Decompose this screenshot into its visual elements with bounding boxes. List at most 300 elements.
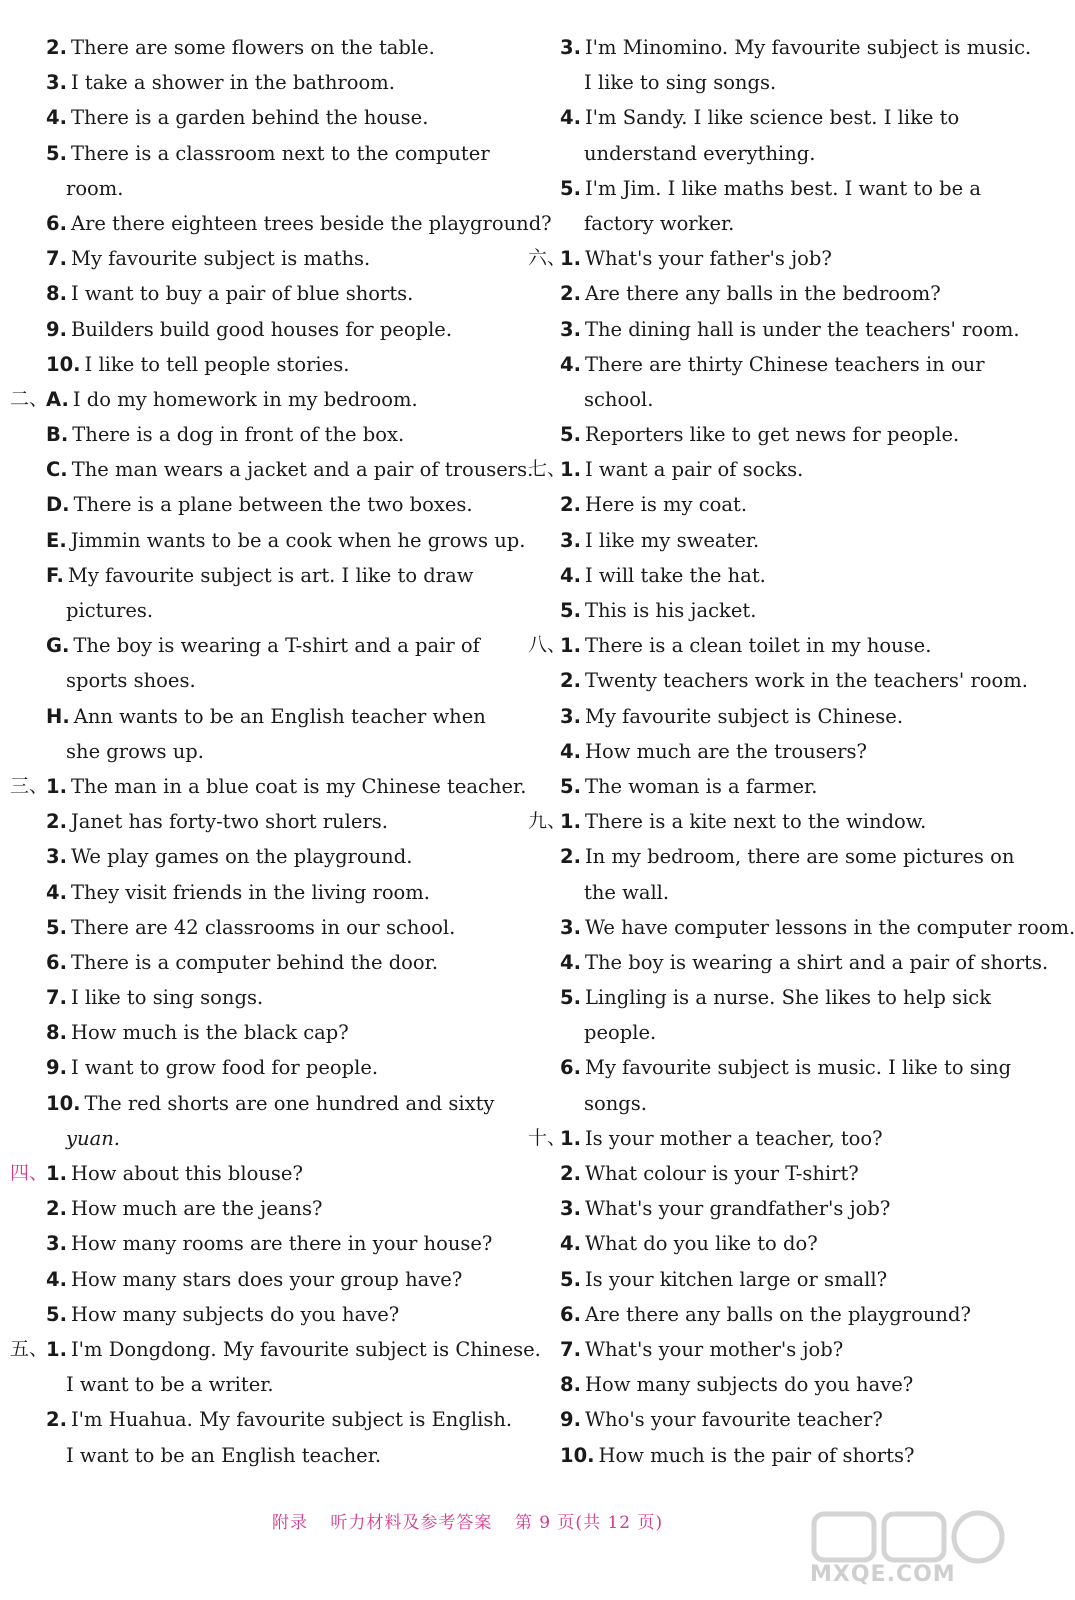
answer-continuation: room. — [66, 176, 124, 200]
answer-body — [560, 734, 867, 769]
item-number: 1. — [560, 1126, 581, 1150]
answer-text: What's your father's job? — [584, 247, 832, 271]
answer-line — [528, 523, 1018, 558]
section-marker: 二、 — [10, 387, 49, 410]
answer-body — [560, 30, 1031, 65]
item-number: 5. — [560, 774, 581, 798]
answer-body — [66, 1121, 120, 1156]
item-number: 2. — [46, 1408, 67, 1432]
answer-body — [584, 875, 669, 910]
answer-body — [560, 1332, 843, 1367]
answer-body — [46, 65, 395, 100]
answer-text: I'm Dongdong. My favourite subject is Chinese. — [70, 1337, 541, 1361]
answer-body — [46, 487, 473, 522]
answer-line — [10, 241, 480, 276]
answer-line — [528, 1402, 1018, 1437]
section-marker: 五、 — [10, 1337, 49, 1360]
answer-text: This is his jacket. — [584, 599, 757, 622]
answer-line — [10, 347, 480, 382]
answer-text: There is a clean toilet in my house. — [584, 634, 932, 658]
item-number: 4. — [46, 106, 67, 130]
answer-line — [528, 699, 1018, 734]
answer-line — [528, 1086, 1018, 1121]
item-letter: D. — [46, 493, 70, 517]
item-number: 2. — [560, 845, 581, 869]
answer-line — [10, 312, 480, 347]
answer-line — [528, 347, 1018, 382]
answer-line — [528, 980, 1018, 1015]
item-number: 1. — [46, 1337, 67, 1361]
answer-line — [528, 1262, 1018, 1297]
answer-text: In my bedroom, there are some pictures on — [584, 845, 1015, 869]
answer-body — [46, 1086, 494, 1121]
answer-line — [528, 382, 1018, 417]
item-number: 5. — [560, 176, 581, 200]
item-number: 6. — [46, 211, 67, 235]
answer-body — [584, 136, 815, 171]
answer-line — [10, 1191, 480, 1226]
answer-line — [10, 1226, 493, 1261]
answer-line — [528, 30, 1032, 65]
answer-text: I'm Sandy. I like science best. I like to — [584, 106, 960, 130]
answer-body — [584, 65, 776, 100]
answer-body — [560, 1438, 914, 1473]
answer-body — [560, 1367, 913, 1402]
footer-label: 附录 — [272, 1513, 308, 1533]
answer-body — [46, 804, 388, 839]
answer-body — [560, 523, 759, 558]
item-number: 4. — [560, 563, 581, 587]
answer-body — [46, 980, 263, 1015]
answer-line — [528, 312, 1018, 347]
answer-line — [10, 1121, 480, 1156]
answer-body — [560, 1402, 883, 1437]
answer-text: Builders build good houses for people. — [70, 317, 453, 341]
answer-line — [528, 1226, 1018, 1261]
item-number: 4. — [560, 352, 581, 376]
answer-line — [528, 65, 1018, 100]
answer-body — [560, 100, 959, 135]
item-number: 1. — [560, 810, 581, 834]
answer-body — [66, 663, 196, 698]
answer-text: Lingling is a nurse. She likes to help sick — [584, 986, 992, 1010]
answer-body — [560, 1297, 971, 1332]
answer-body — [46, 1015, 349, 1050]
answer-continuation: yuan. — [66, 1126, 120, 1150]
answer-text: There are some flowers on the table. — [70, 36, 435, 59]
answer-body — [560, 945, 1048, 980]
answer-body — [560, 452, 803, 487]
answer-line — [10, 980, 480, 1015]
answer-line — [528, 593, 1018, 628]
answer-body — [560, 276, 941, 311]
answer-continuation: understand everything. — [584, 141, 816, 165]
answer-line — [528, 1050, 1018, 1085]
answer-line — [528, 1332, 1018, 1367]
item-number: 3. — [560, 36, 581, 59]
answer-body — [560, 663, 1028, 698]
answer-body — [66, 593, 153, 628]
answer-line — [528, 804, 1018, 839]
answer-text: The boy is wearing a T-shirt and a pair of — [73, 634, 480, 658]
item-number: 7. — [46, 247, 67, 271]
answer-body — [560, 593, 756, 628]
answer-body — [46, 347, 349, 382]
answer-text: My favourite subject is music. I like to sing — [584, 1056, 1012, 1080]
answer-text: Is your mother a teacher, too? — [584, 1126, 883, 1150]
answer-text: There are 42 classrooms in our school. — [70, 915, 456, 939]
answer-body — [46, 875, 430, 910]
item-number: 3. — [46, 71, 67, 95]
answer-line — [10, 30, 480, 65]
answer-text: My favourite subject is art. I like to draw — [67, 563, 474, 587]
answer-body — [66, 734, 204, 769]
answer-line — [10, 452, 534, 487]
answer-line — [10, 65, 480, 100]
answer-body — [46, 1191, 322, 1226]
answer-line — [528, 1015, 1018, 1050]
item-number: 6. — [46, 950, 67, 974]
footer-title: 听力材料及参考答案 — [330, 1513, 493, 1533]
answer-line — [528, 663, 1028, 698]
item-number: 7. — [46, 986, 67, 1010]
section-marker: 三、 — [10, 774, 49, 797]
answer-line — [10, 1332, 541, 1367]
answer-text: I want to buy a pair of blue shorts. — [70, 282, 414, 306]
answer-text: What do you like to do? — [584, 1232, 818, 1256]
answer-line — [528, 136, 1018, 171]
section-marker: 六、 — [528, 247, 567, 270]
answer-line — [528, 241, 1018, 276]
answer-text: I'm Minomino. My favourite subject is music. — [584, 36, 1032, 59]
item-number: 1. — [560, 247, 581, 271]
answer-line — [528, 1156, 1018, 1191]
answer-body — [560, 804, 926, 839]
answer-text: What colour is your T-shirt? — [584, 1162, 859, 1185]
answer-line — [528, 875, 1018, 910]
answer-text: We have computer lessons in the computer room. — [584, 915, 1075, 939]
answer-line — [528, 100, 1018, 135]
item-number: 4. — [560, 739, 581, 763]
answer-body — [560, 171, 981, 206]
answer-line — [10, 875, 480, 910]
answer-body — [46, 136, 490, 171]
answer-body — [560, 347, 985, 382]
answer-line — [10, 699, 486, 734]
item-number: 8. — [560, 1373, 581, 1397]
answer-text: How many subjects do you have? — [584, 1373, 914, 1397]
answer-text: I do my homework in my bedroom. — [72, 387, 418, 411]
item-number: 10. — [46, 352, 81, 376]
section-marker: 九、 — [528, 810, 567, 833]
answer-body — [560, 1050, 1011, 1085]
answer-line — [528, 417, 1018, 452]
answer-body — [46, 769, 526, 804]
answer-line — [528, 1367, 1018, 1402]
answer-line — [528, 839, 1018, 874]
answer-line — [10, 171, 480, 206]
answer-body — [46, 30, 435, 65]
item-number: 10. — [46, 1091, 81, 1115]
page-footer — [272, 1508, 752, 1533]
item-number: 2. — [46, 810, 67, 834]
item-letter: F. — [46, 563, 64, 587]
answer-text: Twenty teachers work in the teachers' room. — [584, 669, 1028, 693]
answer-body — [46, 382, 418, 417]
answer-line — [10, 628, 480, 663]
answer-text: I'm Jim. I like maths best. I want to be a — [584, 176, 982, 200]
item-number: 6. — [560, 1056, 581, 1080]
answer-text: My favourite subject is maths. — [70, 247, 371, 271]
answer-body — [46, 910, 455, 945]
answer-text: There is a classroom next to the computer — [70, 141, 490, 165]
answer-text: What's your mother's job? — [584, 1337, 844, 1361]
answer-line — [10, 1438, 480, 1473]
answer-body — [46, 558, 473, 593]
item-number: 3. — [560, 704, 581, 728]
answer-body — [46, 100, 428, 135]
answer-line — [528, 558, 1018, 593]
answer-body — [46, 699, 486, 734]
answer-line — [10, 1050, 480, 1085]
answer-body — [46, 523, 525, 558]
answer-text: How much is the pair of shorts? — [598, 1443, 915, 1467]
answer-text: They visit friends in the living room. — [70, 880, 430, 904]
answer-text: There is a kite next to the window. — [584, 810, 927, 834]
answer-body — [46, 452, 533, 487]
item-number: 5. — [560, 986, 581, 1010]
answer-text: Janet has forty-two short rulers. — [70, 810, 388, 834]
answer-text: I will take the hat. — [584, 563, 766, 587]
answer-text: I want a pair of socks. — [584, 458, 804, 482]
item-letter: H. — [46, 704, 70, 728]
watermark-logo — [806, 1508, 1016, 1592]
item-number: 4. — [560, 950, 581, 974]
answer-line — [10, 1367, 480, 1402]
answer-text: The woman is a farmer. — [584, 774, 818, 798]
item-number: 3. — [560, 317, 581, 341]
answer-text: Who's your favourite teacher? — [584, 1408, 883, 1432]
answer-text: Are there any balls in the bedroom? — [584, 282, 941, 306]
item-number: 10. — [560, 1443, 595, 1467]
answer-body — [46, 1262, 462, 1297]
answer-body — [560, 558, 766, 593]
answer-line — [10, 734, 480, 769]
item-number: 2. — [560, 1162, 581, 1185]
item-number: 3. — [560, 915, 581, 939]
answer-text: How many rooms are there in your house? — [70, 1232, 493, 1256]
answer-text: I'm Huahua. My favourite subject is English. — [70, 1408, 513, 1432]
item-number: 3. — [560, 1197, 581, 1221]
answer-body — [46, 312, 452, 347]
answer-body — [560, 839, 1014, 874]
answer-text: Jimmin wants to be a cook when he grows up. — [70, 528, 526, 552]
answer-text: There is a computer behind the door. — [70, 950, 439, 974]
section-marker: 八、 — [528, 634, 567, 657]
answer-body — [560, 487, 747, 522]
item-number: 4. — [560, 106, 581, 130]
item-letter: G. — [46, 634, 70, 658]
answer-body — [46, 1297, 399, 1332]
answer-text: My favourite subject is Chinese. — [584, 704, 904, 728]
watermark-text: MXQE.COM — [810, 1562, 956, 1587]
answer-text: We play games on the playground. — [70, 845, 413, 869]
item-number: 5. — [560, 1267, 581, 1291]
item-number: 5. — [560, 423, 581, 447]
answer-line — [10, 910, 480, 945]
answer-body — [560, 1226, 818, 1261]
answer-continuation: she grows up. — [66, 739, 204, 763]
answer-line — [10, 487, 480, 522]
item-number: 8. — [46, 1021, 67, 1045]
item-number: 1. — [46, 1162, 67, 1185]
answer-body — [584, 1086, 647, 1121]
item-number: 4. — [46, 1267, 67, 1291]
item-letter: A. — [46, 387, 69, 411]
answer-body — [66, 171, 124, 206]
answer-line — [10, 523, 526, 558]
answer-line — [528, 276, 1018, 311]
answer-line — [528, 734, 1018, 769]
answer-line — [10, 558, 480, 593]
answer-text: There are thirty Chinese teachers in our — [584, 352, 985, 376]
answer-body — [560, 980, 991, 1015]
item-number: 3. — [560, 528, 581, 552]
answer-line — [10, 1086, 495, 1121]
answer-continuation: sports shoes. — [66, 669, 196, 693]
answer-text: There is a dog in front of the box. — [72, 423, 405, 447]
answer-line — [528, 769, 1018, 804]
item-number: 2. — [560, 493, 581, 517]
right-column — [528, 30, 1075, 1473]
answer-text: How much are the trousers? — [584, 739, 867, 763]
answer-text: I like to tell people stories. — [84, 352, 350, 376]
answer-text: What's your grandfather's job? — [584, 1197, 891, 1221]
item-number: 1. — [560, 458, 581, 482]
item-number: 5. — [46, 1302, 67, 1326]
answer-line — [528, 1297, 1018, 1332]
answer-continuation: the wall. — [584, 880, 670, 904]
item-number: 2. — [560, 669, 581, 693]
answer-continuation: school. — [584, 387, 654, 411]
section-marker: 七、 — [528, 458, 567, 481]
answer-body — [584, 206, 734, 241]
footer-page-number: 第 9 页(共 12 页) — [514, 1513, 664, 1533]
item-number: 6. — [560, 1302, 581, 1326]
answer-line — [528, 1191, 1018, 1226]
answer-line — [10, 1156, 480, 1191]
answer-line — [10, 417, 480, 452]
answer-line — [10, 206, 552, 241]
answer-continuation: I want to be a writer. — [66, 1373, 274, 1397]
answer-text: There is a garden behind the house. — [70, 106, 429, 130]
answer-body — [560, 417, 959, 452]
item-number: 5. — [46, 915, 67, 939]
answer-body — [584, 382, 653, 417]
item-number: 1. — [560, 634, 581, 658]
answer-continuation: people. — [584, 1021, 657, 1045]
answer-body — [560, 1262, 887, 1297]
answer-line — [10, 839, 480, 874]
answer-line — [10, 769, 527, 804]
answer-text: How much are the jeans? — [70, 1197, 323, 1221]
answer-body — [560, 312, 1020, 347]
answer-continuation: I like to sing songs. — [584, 71, 777, 95]
answer-line — [10, 1297, 480, 1332]
section-marker: 四、 — [10, 1162, 49, 1184]
answer-text: Ann wants to be an English teacher when — [73, 704, 486, 728]
item-letter: E. — [46, 528, 67, 552]
answer-line — [528, 628, 1018, 663]
item-number: 2. — [46, 1197, 67, 1221]
answer-body — [560, 241, 832, 276]
item-number: 2. — [560, 282, 581, 306]
answer-line — [10, 804, 480, 839]
answer-body — [560, 1191, 890, 1226]
answer-text: Here is my coat. — [584, 493, 748, 517]
answer-line — [10, 1262, 480, 1297]
answer-text: There is a plane between the two boxes. — [73, 493, 473, 517]
answer-continuation: I want to be an English teacher. — [66, 1443, 382, 1467]
answer-line — [10, 382, 480, 417]
item-number: 9. — [560, 1408, 581, 1432]
answer-line — [10, 100, 480, 135]
answer-line — [10, 1015, 480, 1050]
answer-line — [528, 910, 1075, 945]
answer-line — [528, 171, 1018, 206]
answer-body — [46, 1332, 541, 1367]
answer-body — [560, 1121, 883, 1156]
answer-body — [46, 1402, 512, 1437]
answer-body — [46, 1226, 492, 1261]
answer-line — [10, 1402, 513, 1437]
answer-body — [560, 628, 931, 663]
answer-text: I want to grow food for people. — [70, 1056, 379, 1080]
item-number: 1. — [46, 774, 67, 798]
answer-text: The red shorts are one hundred and sixty — [84, 1091, 495, 1115]
answer-text: How many subjects do you have? — [70, 1302, 400, 1326]
section-marker: 十、 — [528, 1126, 567, 1149]
answer-line — [10, 136, 490, 171]
item-number: 5. — [46, 141, 67, 165]
answer-continuation: pictures. — [66, 599, 154, 622]
answer-body — [46, 1156, 303, 1191]
answer-body — [584, 1015, 656, 1050]
answer-line — [10, 593, 480, 628]
answer-line — [528, 1438, 1018, 1473]
answer-body — [66, 1438, 381, 1473]
answer-body — [560, 699, 903, 734]
answer-body — [46, 1050, 378, 1085]
answer-body — [46, 241, 370, 276]
answer-line — [10, 276, 480, 311]
answer-line — [528, 945, 1049, 980]
answer-line — [528, 452, 1018, 487]
answer-text: How about this blouse? — [70, 1162, 303, 1185]
answer-body — [46, 417, 404, 452]
answer-body — [560, 1156, 859, 1191]
answer-text: Are there any balls on the playground? — [584, 1302, 971, 1326]
answer-line — [528, 1121, 1018, 1156]
left-column — [10, 30, 552, 1473]
item-number: 2. — [46, 36, 67, 59]
answer-text: Is your kitchen large or small? — [584, 1267, 888, 1291]
answer-continuation: songs. — [584, 1091, 647, 1115]
watermark-icon — [806, 1508, 1016, 1568]
answer-text: The man in a blue coat is my Chinese teacher. — [70, 774, 527, 798]
answer-body — [560, 910, 1075, 945]
answer-text: I like to sing songs. — [70, 986, 264, 1010]
